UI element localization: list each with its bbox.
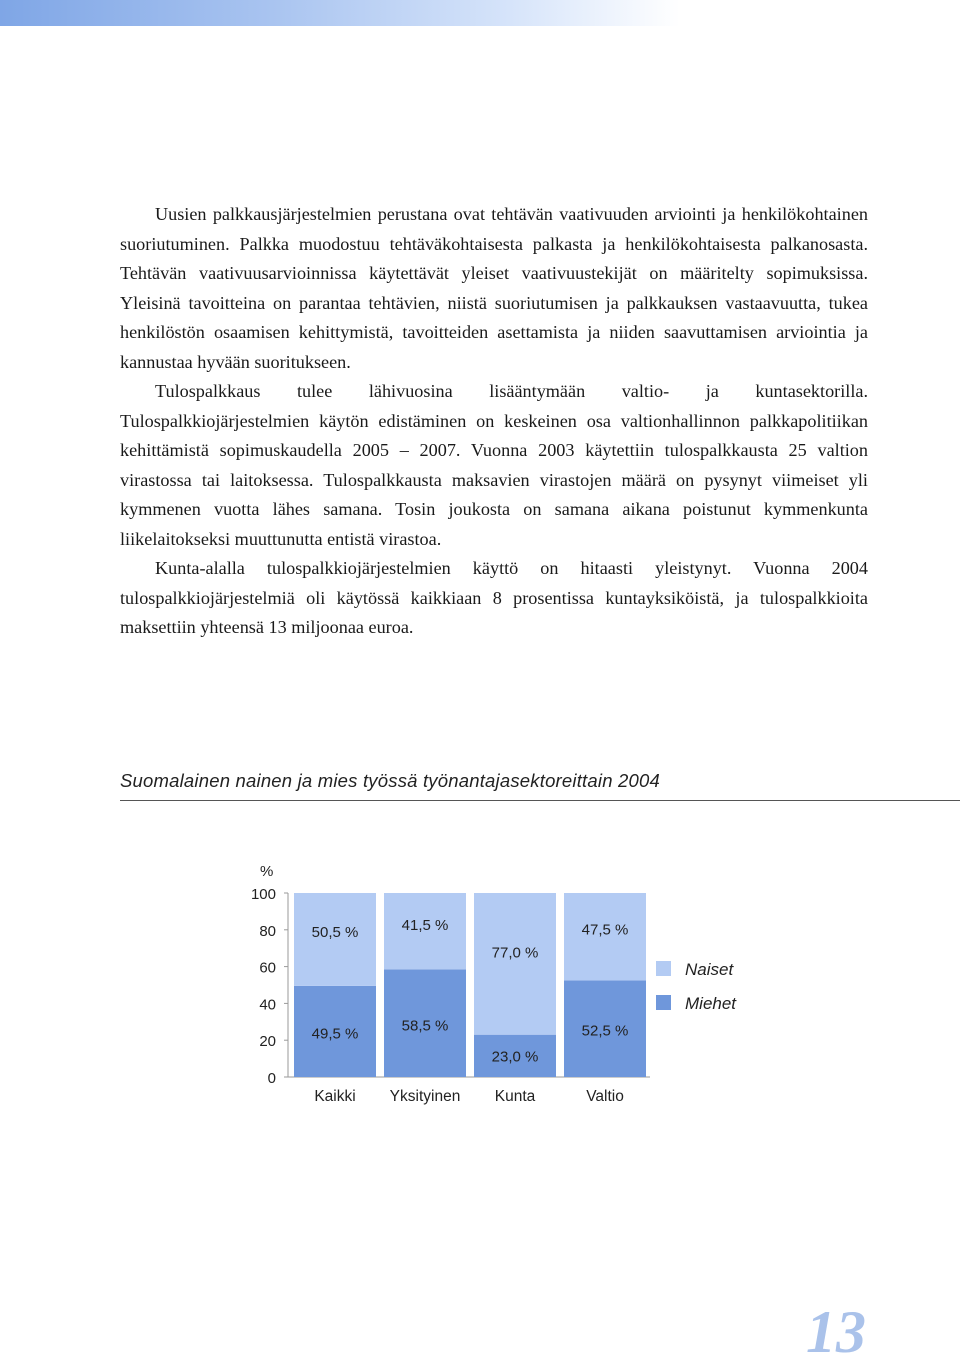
data-label: 58,5 % bbox=[401, 1017, 449, 1035]
stacked-bar-chart bbox=[0, 840, 960, 1130]
paragraph-2: Tulospalkkaus tulee lähivuosina lisääntymään valtio- ja kuntasektorilla. Tulospalkkiojärjestelmien käytön edistäminen on keskeinen osa valtionhallinnon palkkapolitiikan kehittämistä sopimuskaudella 2005 – 2007. Vuonna 2003 käytettiin tulospalkkausta 25 valtion virastossa tai laitoksessa. Tulospalkkausta maksavien virastojen määrä on pysynyt viimeiset yli kymmenen vuotta lähes samana. Tosin joukosta on samana aikana poistunut kymmenkunta liikelaitokseksi muuttunutta entistä virastoa. bbox=[120, 381, 868, 549]
legend-label-miehet: Miehet bbox=[685, 994, 737, 1013]
y-tick-label: 100 bbox=[250, 886, 276, 903]
y-tick-label: 0 bbox=[267, 1070, 276, 1087]
body-text bbox=[120, 200, 868, 643]
data-label: 47,5 % bbox=[581, 921, 629, 939]
y-tick-label: 40 bbox=[259, 996, 276, 1014]
category-label: Yksityinen bbox=[389, 1088, 461, 1105]
y-tick-label: 20 bbox=[259, 1033, 276, 1051]
category-label: Kaikki bbox=[314, 1088, 356, 1105]
paragraph-3: Kunta-alalla tulospalkkiojärjestelmien käyttö on hitaasti yleistynyt. Vuonna 2004 tulospalkkiojärjestelmiä oli käytössä kaikkiaan 8 prosentissa kuntayksiköistä, ja tulospalkkioita maksettiin yhteensä 13 miljoonaa euroa. bbox=[120, 558, 868, 637]
y-axis-unit-label: % bbox=[260, 863, 274, 880]
paragraph-1: Uusien palkkausjärjestelmien perustana ovat tehtävän vaativuuden arviointi ja henkilökohtainen suoriutuminen. Palkka muodostuu tehtäväkohtaisesta palkasta ja henkilökohtaisesta palkanosasta. Tehtävän vaativuusarvioinnissa käytettävät yleiset vaativuustekijät on määritelty sopimuksissa. Yleisinä tavoitteina on parantaa tehtävien, niistä suoriutumisen ja palkkauksen vastaavuutta, tukea henkilöstön osaamisen kehittymistä, tavoitteiden asettamista ja niiden saavuttamisen arviointia ja kannustaa hyvään suoritukseen. bbox=[120, 204, 868, 372]
legend-label-naiset: Naiset bbox=[685, 960, 734, 979]
category-label: Valtio bbox=[586, 1088, 624, 1105]
header-decoration-band bbox=[0, 0, 680, 26]
bar-naiset bbox=[474, 893, 556, 1035]
page-number: 13 bbox=[806, 1299, 866, 1365]
data-label: 41,5 % bbox=[401, 917, 449, 935]
legend-swatch-naiset bbox=[656, 961, 671, 976]
chart-title: Suomalainen nainen ja mies työssä työnantajasektoreittain 2004 bbox=[120, 770, 660, 791]
chart-title-rule bbox=[120, 800, 960, 801]
data-label: 23,0 % bbox=[491, 1048, 539, 1066]
y-tick-label: 80 bbox=[259, 922, 276, 940]
category-label: Kunta bbox=[494, 1088, 536, 1105]
data-label: 52,5 % bbox=[581, 1022, 629, 1040]
data-label: 49,5 % bbox=[311, 1025, 359, 1043]
data-label: 50,5 % bbox=[311, 924, 359, 942]
legend-swatch-miehet bbox=[656, 995, 671, 1010]
data-label: 77,0 % bbox=[491, 944, 539, 962]
y-tick-label: 60 bbox=[259, 959, 276, 977]
